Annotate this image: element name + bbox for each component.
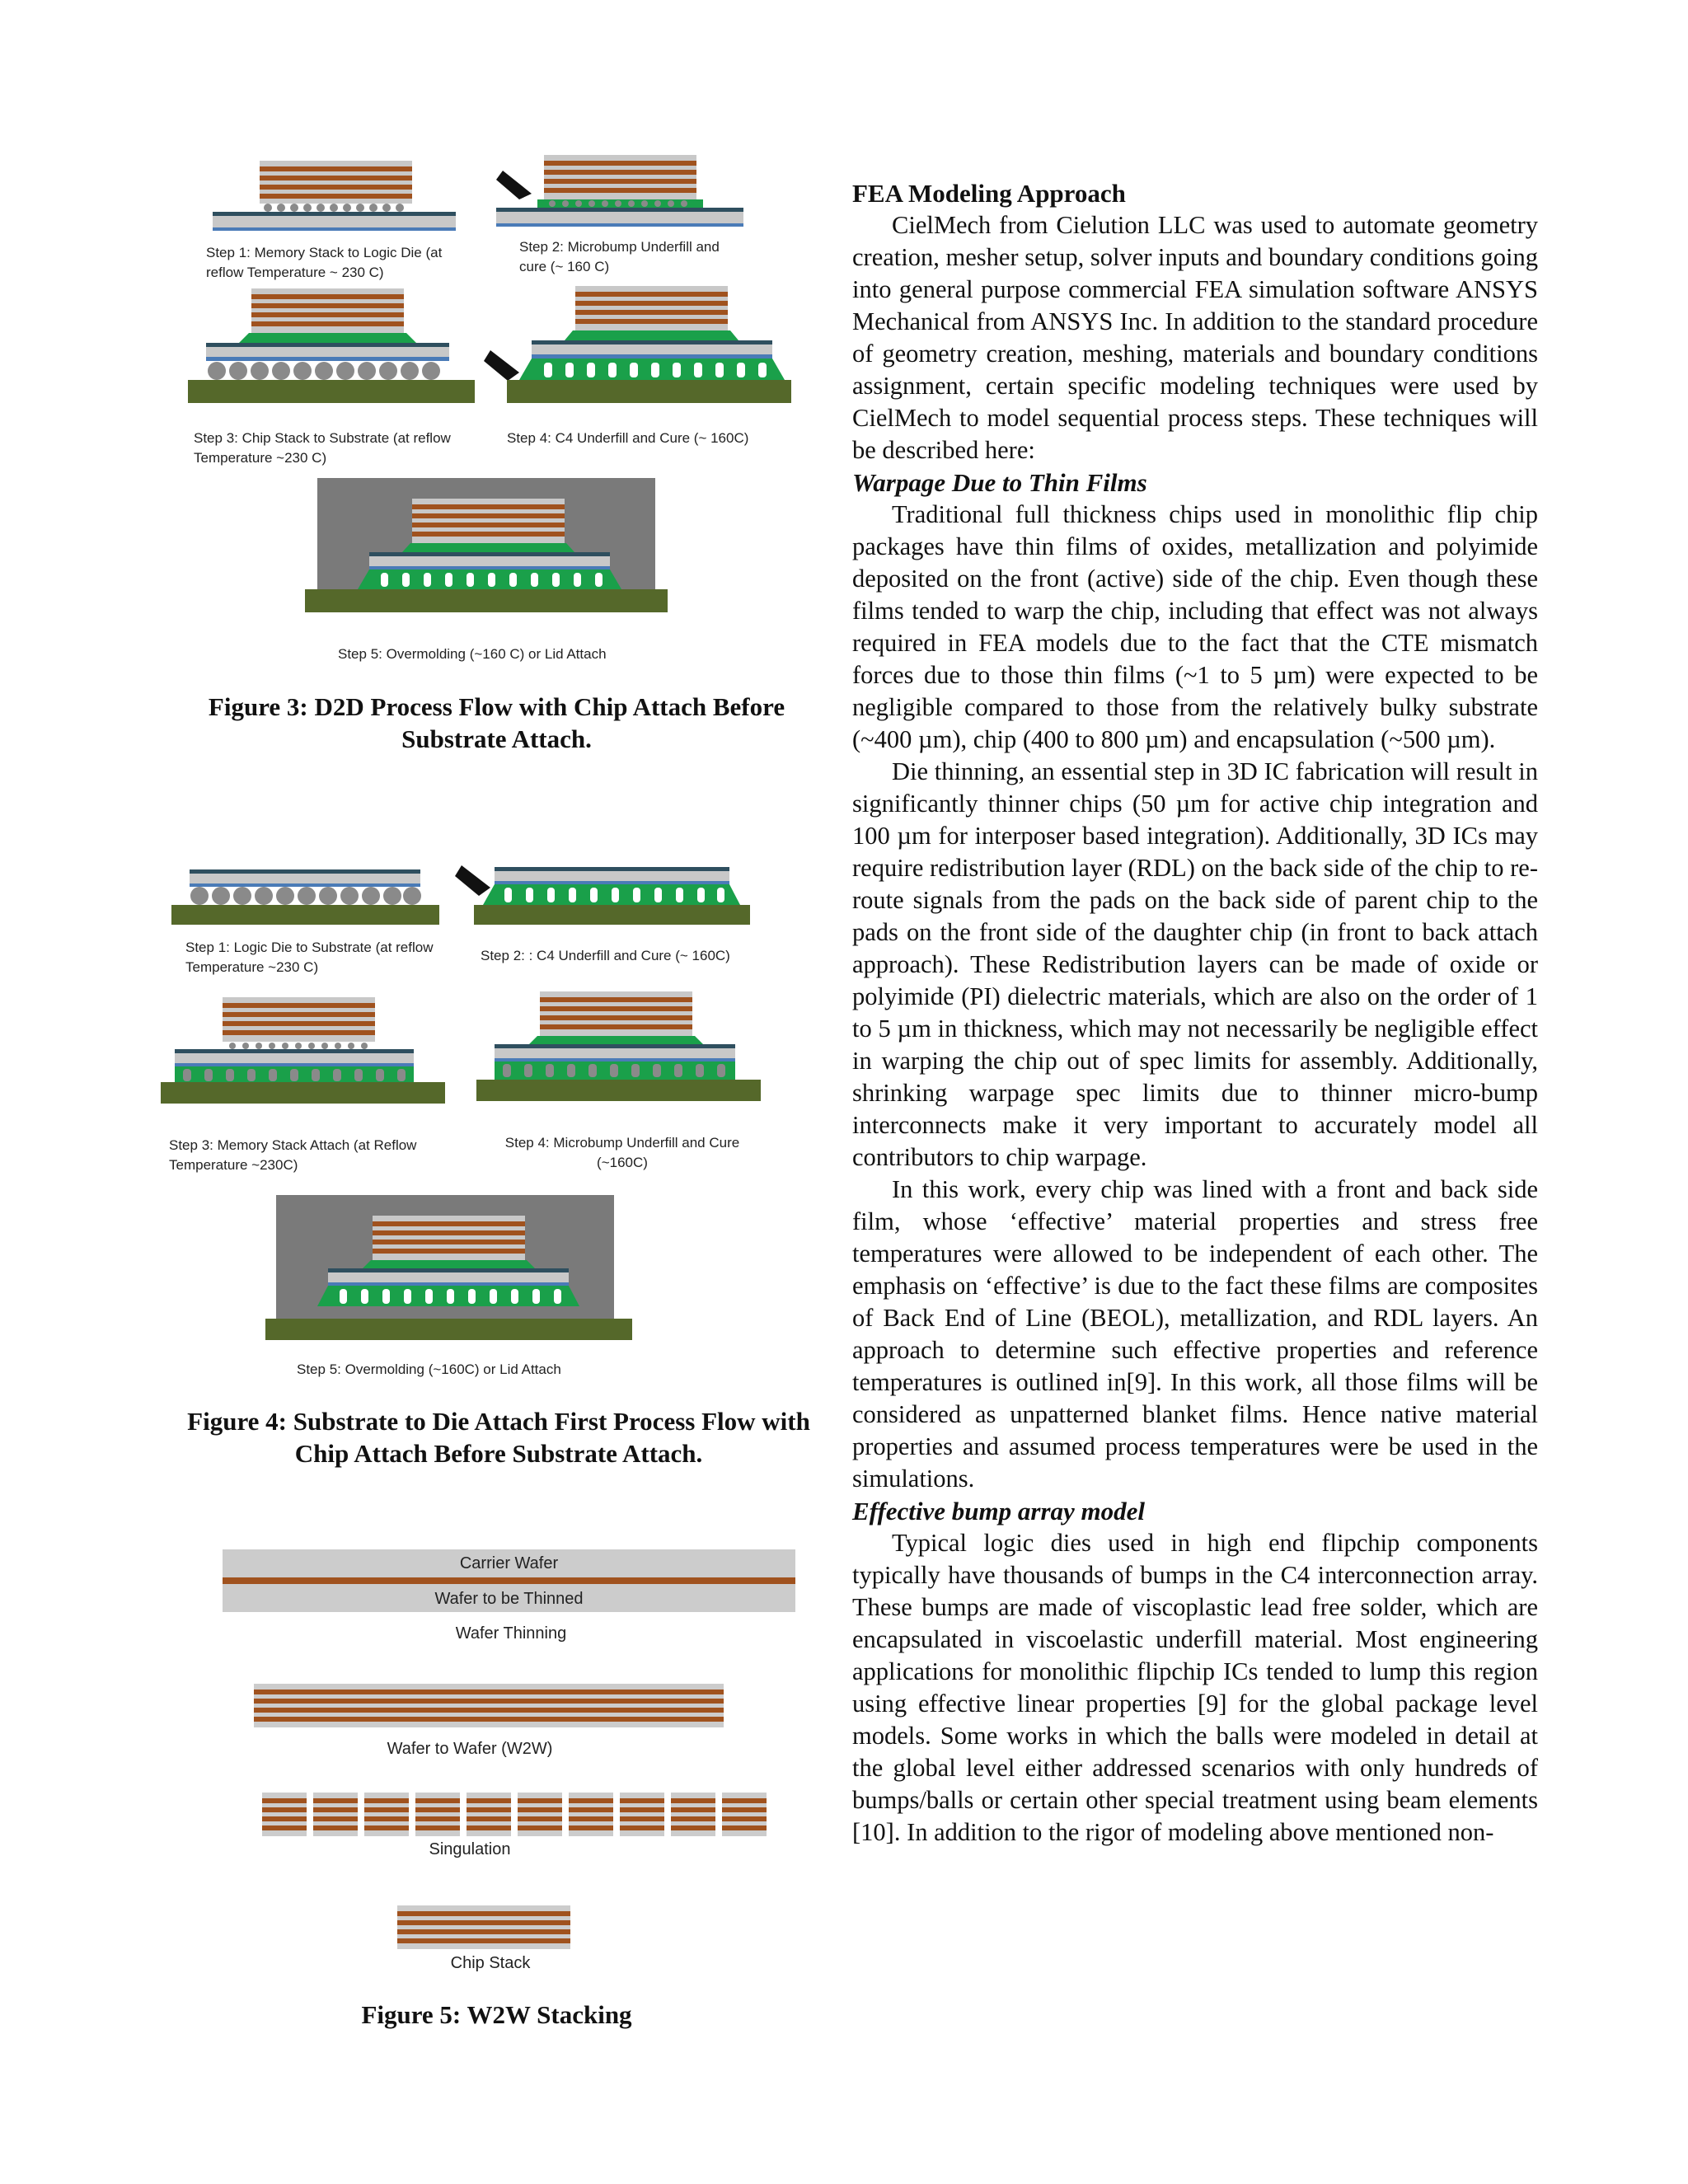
- fig5-w2w-label: Wafer to Wafer (W2W): [387, 1740, 553, 1758]
- fig3-step3-diagram: [188, 288, 475, 403]
- paragraph-4: In this work, every chip was lined with a front and back side film, whose ‘effective’ material properties and stress free temperatures were allowed to be independent of each other. The emphasis on ‘effective’ is due to the fact these films are composites of Back End of Line (BEOL), metallization, and RDL layers. An approach to determine such effective properties and reference temperatures is outlined in[9]. In this work, all those films will be considered as unpatterned blanket films. Hence native material properties and assumed process temperatures were be used in the simulations.: [852, 1175, 1538, 1493]
- fig3-step5-label: Step 5: Overmolding (~160 C) or Lid Attach: [338, 646, 607, 662]
- fig5-singulation-label: Singulation: [429, 1840, 511, 1858]
- fig4-step1-label: Step 1: Logic Die to Substrate (at reflow Temperature ~230 C): [185, 940, 434, 975]
- paragraph-5: Typical logic dies used in high end flipchip components typically have thousands of bumps in the C4 interconnection array. These bumps are made of viscoplastic lead free solder, which are encapsulated in viscoelastic underfill material. Most engineering applications for monolithic flipchip ICs tended to lump this region using effective linear properties [9] for the global package level models. Some works in which the balls were modeled in detail at the global level either addressed scenarios with only hundreds of bumps/balls or certain other special treatment using beam elements [10]. In addition to the rigor of modeling above mentioned non-: [852, 1529, 1538, 1846]
- figure-3-caption: Figure 3: D2D Process Flow with Chip Attach Before Substrate Attach.: [208, 692, 785, 753]
- fig4-step1-diagram: [171, 869, 439, 925]
- fig3-step4-diagram: [484, 286, 791, 403]
- paragraph-3: Die thinning, an essential step in 3D IC fabrication will result in significantly thinner chips (50 µm for active chip integration and 100 µm for interposer based integration). Additionally, 3D ICs may require redistribution layer (RDL) on the back side of the chip to re-route signals from the pads on the back side of parent chip to the pads on the front side of the daughter chip (in front to back attach approach). These Redistribution layers can be made of oxide or polyimide (PI) dielectric materials, which are also on the order of 1 to 5 µm in thickness, which may not necessarily be negligible effect in warping the chip out of spec limits for assembly. Additionally, shrinking warpage spec limits due to thinner micro-bump interconnects make it very important to accurately model all contributors to chip warpage.: [852, 757, 1538, 1171]
- fig4-step4-label: Step 4: Microbump Underfill and Cure (~160C): [504, 1135, 740, 1170]
- fig3-step1-diagram: [213, 161, 456, 231]
- fig4-step4-diagram: [476, 991, 761, 1101]
- right-column-text: [852, 177, 1538, 1849]
- paragraph-1: CielMech from Cielution LLC was used to automate geometry creation, mesher setup, solver inputs and boundary conditions going into general purpose commercial FEA simulation software ANSYS Mechanical from ANSYS Inc. In addition to the standard procedure of geometry creation, meshing, materials and boundary conditions assignment, certain specific modeling techniques were used by CielMech to model sequential process steps. These techniques will be described here:: [852, 211, 1538, 464]
- fig3-step3-label: Step 3: Chip Stack to Substrate (at reflow Temperature ~230 C): [194, 430, 451, 466]
- fig4-step3-label: Step 3: Memory Stack Attach (at Reflow Temperature ~230C): [169, 1137, 417, 1173]
- heading-fea-modeling: FEA Modeling Approach: [852, 179, 1126, 208]
- fig4-step5-diagram: [265, 1195, 632, 1340]
- fig3-step4-label: Step 4: C4 Underfill and Cure (~ 160C): [507, 430, 749, 446]
- singulated-dies: [262, 1793, 767, 1836]
- figure-5: [157, 1541, 832, 1986]
- fig5-chip-stack-label: Chip Stack: [450, 1954, 531, 1972]
- figure-4: [157, 861, 832, 1389]
- figure-3-diagram: [157, 148, 832, 676]
- figure-3: [157, 148, 832, 676]
- fig4-step2-diagram: [455, 865, 750, 925]
- figure-4-caption: Figure 4: Substrate to Die Attach First Process Flow with Chip Attach Before Substrate Attach.: [187, 1407, 810, 1468]
- fig5-wafer-thinned-label: Wafer to be Thinned: [434, 1590, 584, 1608]
- fig3-step2-diagram: [496, 155, 743, 227]
- fig4-step5-label: Step 5: Overmolding (~160C) or Lid Attach: [297, 1361, 561, 1377]
- fig4-step2-label: Step 2: : C4 Underfill and Cure (~ 160C): [481, 948, 730, 963]
- paragraph-2: Traditional full thickness chips used in monolithic flip chip packages have thin films of oxides, metallization and polyimide deposited on the front (active) side of the chip. Even though these films tended to warp the chip, including that effect was not always required in FEA models due to the fact that the CTE mismatch forces due to those thin films (~1 to 5 µm) were expected to be negligible compared to those from the relatively bulky substrate (~400 µm), chip (400 to 800 µm) and encapsulation (~500 µm).: [852, 500, 1538, 753]
- heading-warpage-thin-films: Warpage Due to Thin Films: [852, 468, 1147, 497]
- figure-5-caption: Figure 5: W2W Stacking: [361, 2000, 632, 2029]
- fig4-step3-diagram: [161, 997, 445, 1104]
- fig3-step2-label: Step 2: Microbump Underfill and cure (~ 160 C): [519, 239, 720, 274]
- fig3-step1-label: Step 1: Memory Stack to Logic Die (at reflow Temperature ~ 230 C): [206, 245, 443, 280]
- fig5-wafer-thinning-label: Wafer Thinning: [455, 1624, 567, 1643]
- fig3-step5-diagram: [305, 478, 668, 612]
- fig5-carrier-wafer-label: Carrier Wafer: [459, 1554, 559, 1572]
- heading-effective-bump-array: Effective bump array model: [852, 1497, 1146, 1526]
